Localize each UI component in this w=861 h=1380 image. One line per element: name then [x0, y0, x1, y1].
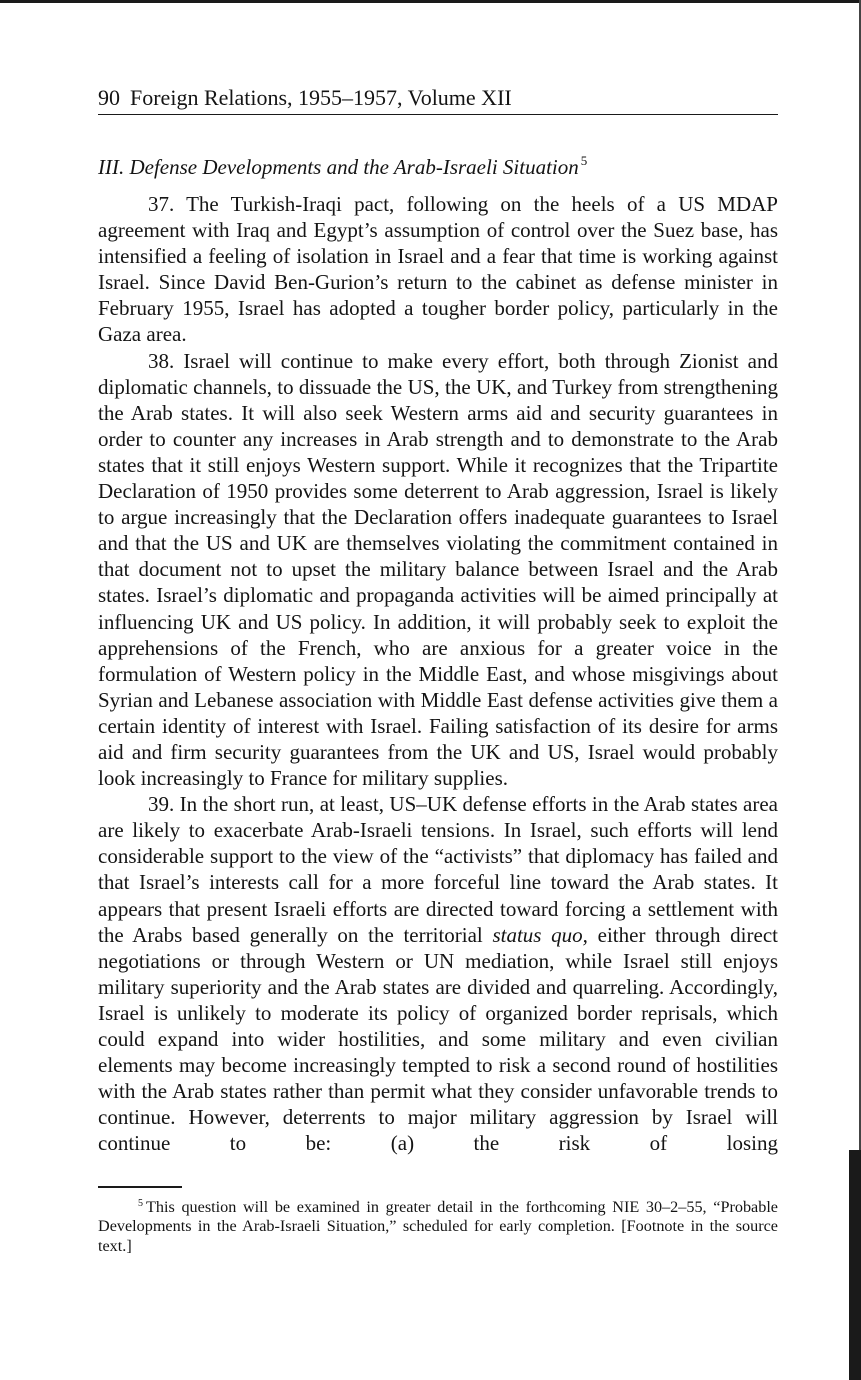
paragraph-38: 38. Israel will continue to make every effort, both through Zionist and diplomatic channels, to dissuade the US, the UK, and Turkey from strengthening the Arab states. It will also seek Western arms aid and security guarantees in order to counter any increases in Arab strength and to demonstrate to the Arab states that it still enjoys Western support. While it recognizes that the Tripartite Declaration of 1950 provides some deterrent to Arab aggression, Israel is likely to argue increasingly that the Declaration offers inadequate guarantees to Israel and that the US and UK are themselves violating the commitment contained in that document not to upset the military balance between Israel and the Arab states. Israel’s diplomatic and propaganda activities will be aimed principally at influencing UK and US policy. In addition, it will probably seek to exploit the apprehensions of the French, who are anxious for a greater voice in the formulation of Western policy in the Middle East, and whose misgivings about Syrian and Lebanese association with Middle East defense activities give them a certain identity of interest with Israel. Failing satisfaction of its desire for arms aid and firm security guarantees from the UK and US, Israel would probably look increasingly to France for military supplies. — [98, 348, 778, 791]
footnote-reference: 5 — [580, 153, 588, 168]
paragraph-39-part-2: either through direct negotiations or through Western or UN mediation, while Israel still enjoys military superiority and the Arab states are divided and quarreling. Accordingly, Israel is unlikely to moderate its policy of organized border reprisals, which could expand into wider hostilities, and some military and even civilian elements may become increasingly tempted to risk a second round of hostilities with the Arab states rather than permit what they consider unfavorable trends to continue. However, deterrents to major military aggression by Israel will continue to be: (a) the risk of losing — [98, 922, 778, 1156]
section-heading-text: III. Defense Developments and the Arab-Israeli Situation — [98, 155, 579, 179]
paragraph-39-part-1: 39. In the short run, at least, US–UK defense efforts in the Arab states area are likely to exacerbate Arab-Israeli tensions. In Israel, such efforts will lend considerable support to the view of the “activists” that diplomacy has failed and that Israel’s interests call for a more forceful line toward the Arab states. It appears that present Israeli efforts are directed toward forcing a settlement with the Arabs based generally on the territorial — [98, 792, 778, 947]
paragraph-37: 37. The Turkish-Iraqi pact, following on the heels of a US MDAP agreement with Iraq and Egypt’s assumption of control over the Suez base, has intensified a feeling of isolation in Israel and a fear that time is working against Israel. Since David Ben-Gurion’s return to the cabinet as defense minister in February 1955, Israel has adopted a tougher border policy, particularly in the Gaza area. — [98, 192, 778, 347]
volume-title: Foreign Relations, 1955–1957, Volume XII — [130, 85, 512, 110]
footnote — [98, 1194, 778, 1257]
footnote-rule — [98, 1186, 182, 1188]
scan-right-shadow — [849, 1150, 861, 1380]
scan-top-border — [0, 0, 861, 3]
document-page — [98, 84, 778, 1256]
footnote-marker: 5 — [138, 1197, 143, 1209]
paragraph-39 — [98, 791, 778, 1156]
footnote-text: This question will be examined in greater detail in the forthcoming NIE 30–2–55, “Probable Developments in the Arab-Israeli Situation,” scheduled for early completion. [Footnote in the source text.] — [98, 1197, 778, 1255]
running-head — [98, 84, 778, 115]
paragraph-39-italic: status quo, — [492, 922, 588, 947]
page-number: 90 — [98, 85, 120, 110]
section-heading — [98, 147, 778, 181]
body-text — [98, 191, 778, 1156]
